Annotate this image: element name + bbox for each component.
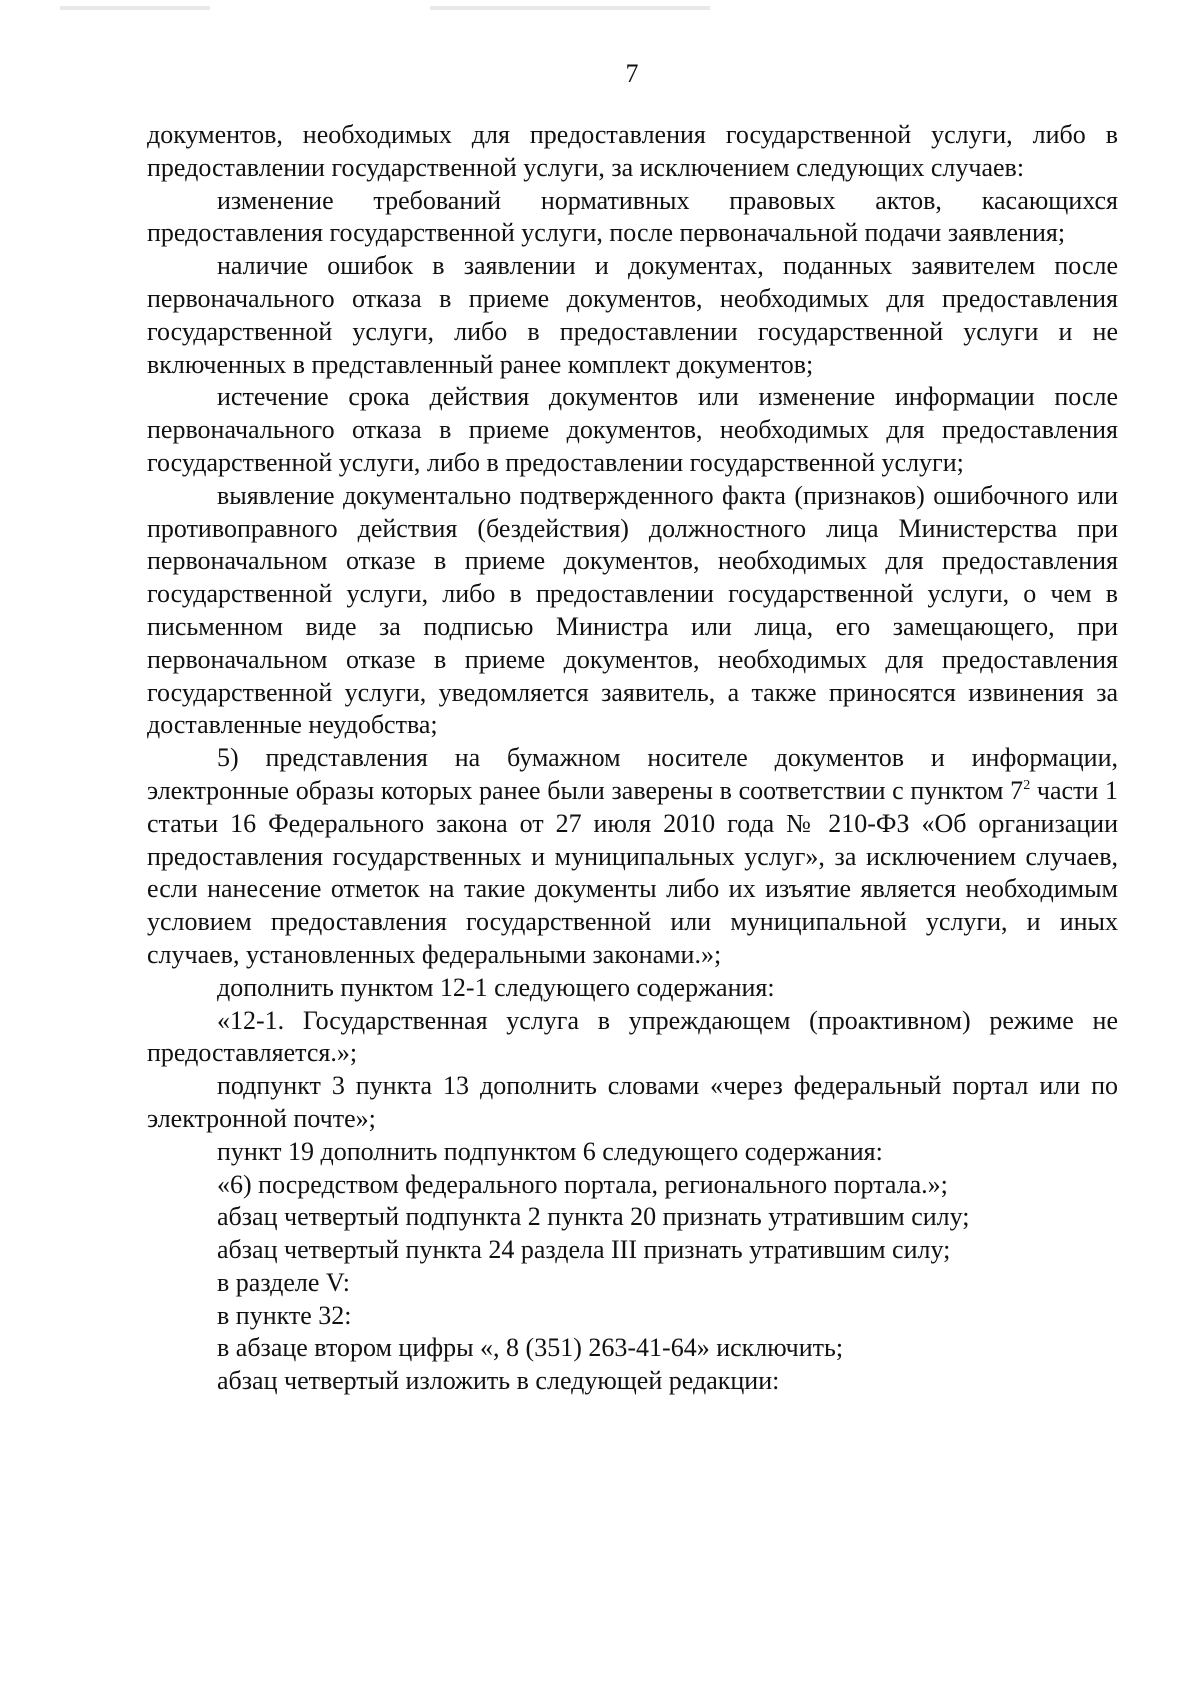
paragraph-5: выявление документально подтвержденного факта (признаков) ошибочного или противоправного действия (бездействия) должностного лица Министерства при первоначальном отказе в приеме документов, необходимых для предоставления государственной услуги, либо в предоставлении государственной услуги, о чем в письменном виде за подписью Министра или лица, его замещающего, при первоначальном отказе в приеме документов, необходимых для предоставления государственной услуги, уведомляется заявитель, а также приносятся извинения за доставленные неудобства; [147,480,1118,740]
paragraph-7: дополнить пунктом 12-1 следующего содержания: [217,972,775,1002]
paragraph-13: абзац четвертый пункта 24 раздела III признать утратившим силу; [217,1235,951,1265]
paragraph-17: абзац четвертый изложить в следующей редакции: [217,1366,780,1396]
paragraph-4: истечение срока действия документов или изменение информации после первоначального отказа в приеме документов, необходимых для предоставления государственной услуги, либо в предоставлении государственной услуги; [147,382,1118,477]
paragraph-14: в разделе V: [217,1267,350,1297]
document-body [147,119,1118,1398]
paragraph-6 [147,742,1118,972]
paragraph-12: абзац четвертый подпункта 2 пункта 20 признать утратившим силу; [217,1202,970,1232]
paragraph-16: в абзаце втором цифры «, 8 (351) 263-41-64» исключить; [217,1333,844,1363]
paragraph-9: подпункт 3 пункта 13 дополнить словами «через федеральный портал или по электронной почте»; [147,1071,1118,1133]
scan-noise-left [60,6,210,10]
scan-noise-center [430,6,710,10]
paragraph-2: изменение требований нормативных правовых актов, касающихся предоставления государственной услуги, после первоначальной подачи заявления; [147,185,1118,248]
superscript-2: 2 [1023,777,1031,793]
page-number: 7 [625,59,639,88]
paragraph-6-text-before: 5) представления на бумажном носителе документов и информации, электронные образы которых ранее были заверены в соответствии с пунктом 7 [147,743,1118,805]
paragraph-11: «6) посредством федерального портала, регионального портала.»; [217,1169,948,1199]
paragraph-15: в пункте 32: [217,1300,352,1330]
paragraph-3: наличие ошибок в заявлении и документах, поданных заявителем после первоначального отказа в приеме документов, необходимых для предоставления государственной услуги, либо в предоставлении государственной услуги и не включенных в представленный ранее комплект документов; [147,251,1118,379]
paragraph-1: документов, необходимых для предоставления государственной услуги, либо в предоставлении государственной услуги, за исключением следующих случаев: [147,120,1118,182]
paragraph-10: пункт 19 дополнить подпунктом 6 следующего содержания: [217,1136,883,1166]
paragraph-8: «12-1. Государственная услуга в упреждающем (проактивном) режиме не предоставляется.»; [147,1005,1118,1068]
paragraph-6-text-after: части 1 статьи 16 Федерального закона от 27 июля 2010 года № 210-ФЗ «Об организации предоставления государственных и муниципальных услуг», за исключением случаев, если нанесение отметок на такие документы либо их изъятие является необходимым условием предоставления государственной или муниципальной услуги, и иных случаев, установленных федеральными законами.»; [147,775,1118,969]
